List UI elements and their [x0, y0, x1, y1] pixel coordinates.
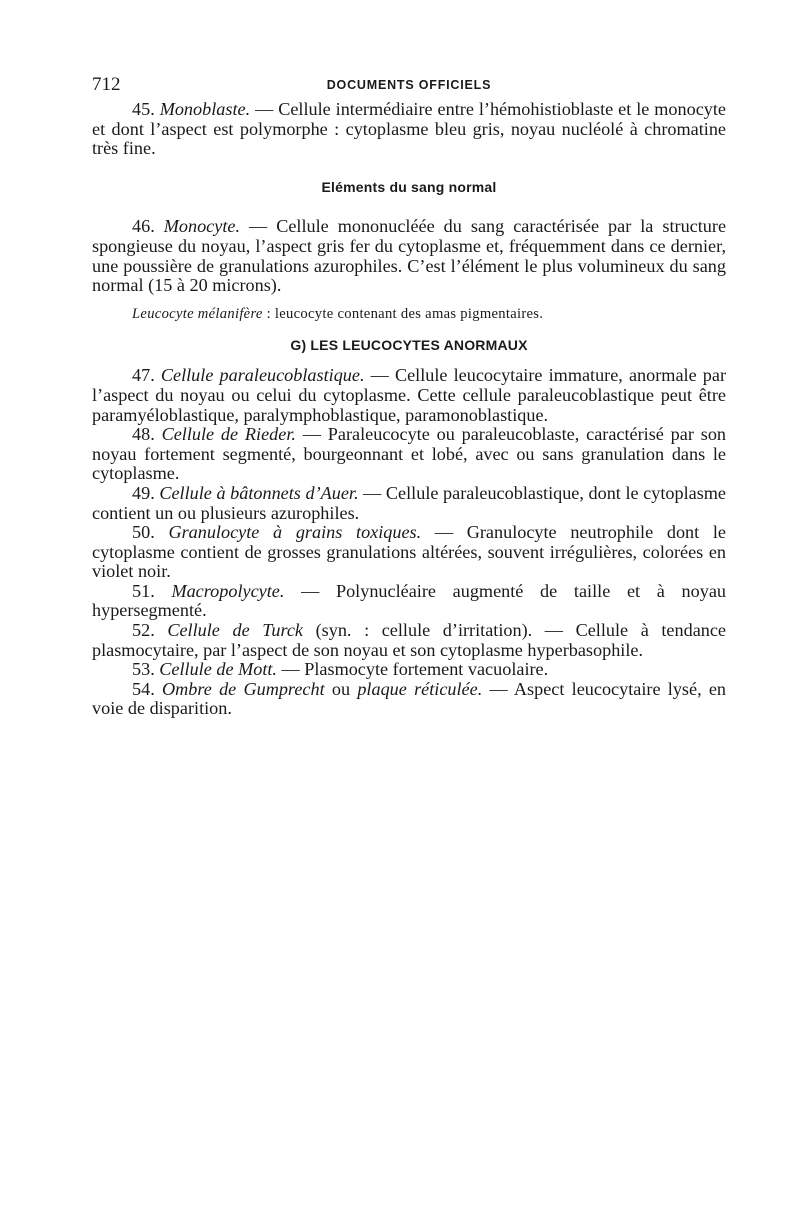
entry-number: 48.	[132, 424, 155, 445]
entry-number: 45.	[132, 99, 155, 119]
entry-52	[92, 621, 726, 660]
entry-number: 49.	[132, 482, 155, 503]
entry-46	[92, 217, 726, 295]
entry-text: (syn. : cellule d’irritation). — Cellule à tendance plasmocytaire, par l’aspect de son noyau et son cytoplasme hyperbasophile.	[92, 620, 727, 660]
entry-term: Cellule de Rieder.	[161, 424, 296, 445]
entry-45	[92, 100, 726, 159]
entry-text: ou	[324, 678, 358, 699]
entry-50	[92, 523, 726, 582]
entry-number: 52.	[132, 620, 155, 641]
running-title: DOCUMENTS OFFICIELS	[326, 78, 492, 92]
entry-number: 54.	[132, 678, 155, 699]
entry-text: — Cellule intermédiaire entre l’hémohistioblaste et le monocyte et dont l’aspect est polymorphe : cytoplasme bleu gris, noyau nucléolé à chromatine très fine.	[92, 99, 727, 159]
entry-number: 50.	[132, 522, 155, 543]
entry-text: — Plasmocyte fortement vacuolaire.	[276, 659, 549, 680]
entry-text: — Paraleucocyte ou paraleucoblaste, caractérisé par son noyau fortement segmenté, bourgeonnant et lobé, avec ou sans granulation dans le cytoplasme.	[92, 424, 727, 484]
entry-number: 51.	[132, 580, 155, 601]
entry-term: Cellule de Turck	[167, 620, 303, 641]
entry-text: — Granulocyte neutrophile dont le cytoplasme contient de grosses granulations altérées, souvent irrégulières, colorées en violet noir.	[92, 522, 727, 582]
entry-term-alt: plaque réticulée.	[357, 678, 483, 699]
entry-number: 47.	[132, 365, 155, 386]
entry-51	[92, 582, 726, 621]
entry-text: — Cellule leucocytaire immature, anormale par l’aspect du noyau ou celui du cytoplasme. Cette cellule paraleucoblastique peut être paramyéloblastique, paralymphoblastique, paramonoblastique.	[92, 365, 727, 425]
entry-text: — Polynucléaire augmenté de taille et à noyau hypersegmenté.	[92, 580, 726, 621]
note-melaniferous-leucocyte	[92, 305, 726, 323]
entry-term: Cellule à bâtonnets d’Auer.	[159, 482, 359, 503]
entry-term: Granulocyte à grains toxiques.	[168, 522, 422, 543]
page-number: 712	[92, 74, 121, 95]
entry-term: Cellule de Mott.	[159, 659, 277, 680]
entry-text: — Cellule mononucléée du sang caractérisée par la structure spongieuse du noyau, l’aspect gris fer du cytoplasme et, fréquemment dans ce dernier, une poussière de granulations azurophiles. C’est l’élément le plus volumineux du sang normal (15 à 20 microns).	[92, 216, 727, 296]
entry-49	[92, 484, 726, 523]
entry-term: Monoblaste.	[159, 99, 251, 119]
note-term: Leucocyte mélanifère	[132, 305, 263, 322]
section-heading-normal-blood: Eléments du sang normal	[321, 178, 497, 195]
note-text: : leucocyte contenant des amas pigmentaires.	[262, 305, 544, 322]
entry-47	[92, 366, 726, 425]
entry-text-alt: — Aspect leucocytaire lysé, en voie de disparition.	[92, 678, 727, 719]
page-header	[92, 74, 726, 96]
entry-term: Cellule paraleucoblastique.	[160, 365, 365, 386]
entry-term: Macropolycyte.	[171, 580, 285, 601]
section-heading-abnormal-leucocytes: G) LES LEUCOCYTES ANORMAUX	[290, 336, 528, 353]
entry-number: 46.	[132, 216, 155, 237]
page-body	[92, 100, 726, 719]
entry-term: Ombre de Gumprecht	[161, 678, 325, 699]
entry-term: Monocyte.	[163, 216, 240, 237]
entry-54	[92, 680, 726, 719]
entry-text: — Cellule paraleucoblastique, dont le cytoplasme contient un ou plusieurs azurophiles.	[92, 482, 727, 523]
entry-53	[92, 660, 726, 680]
entry-48	[92, 425, 726, 484]
entry-number: 53.	[132, 659, 155, 680]
